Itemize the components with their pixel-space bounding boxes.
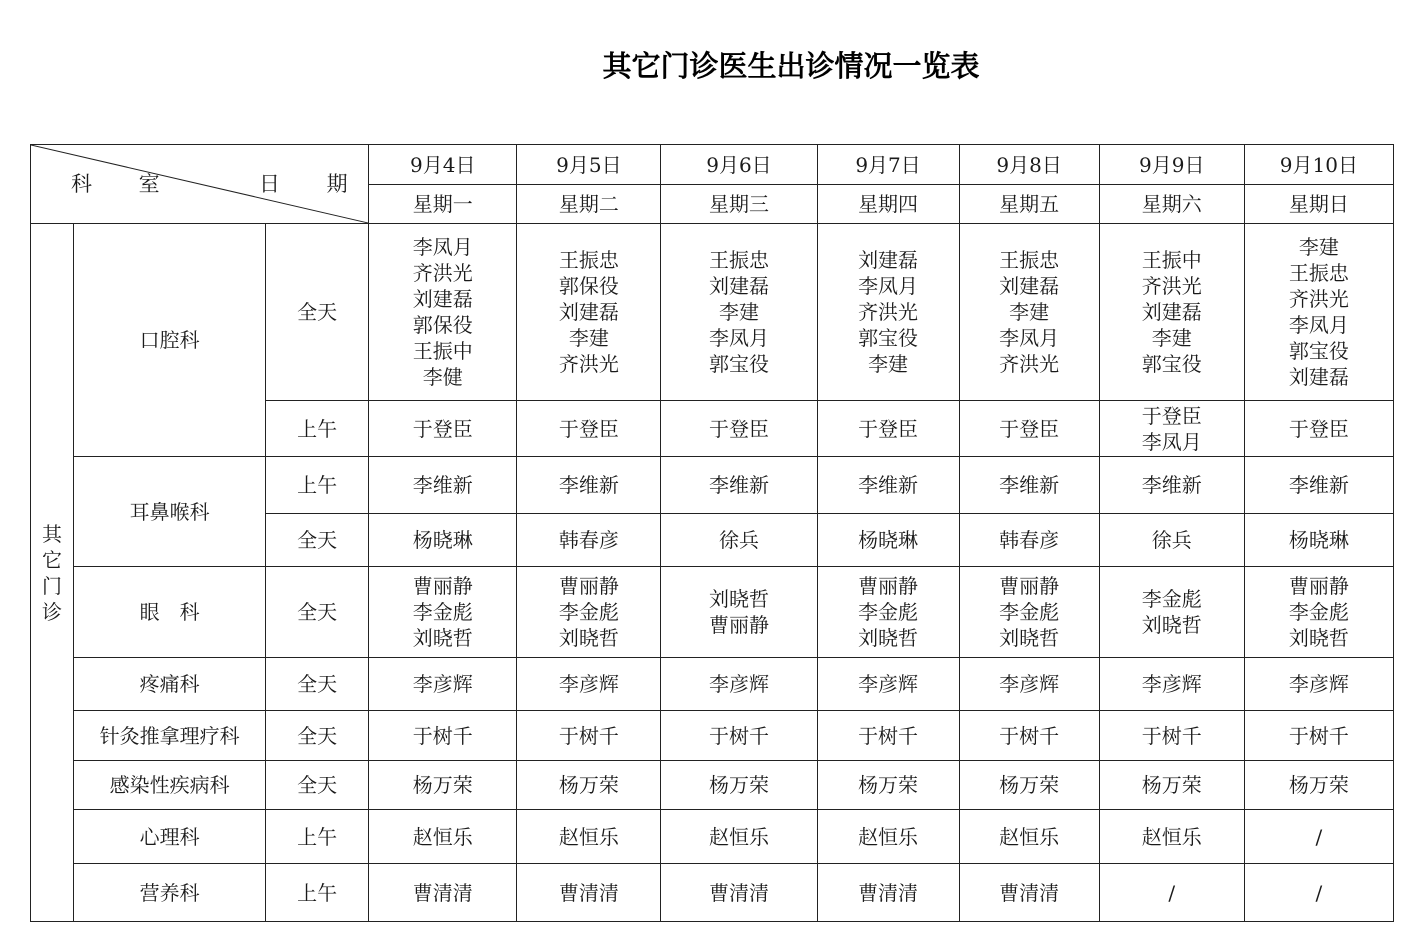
doctor-name: 郭宝役: [708, 352, 769, 376]
group-label-cell: [31, 224, 74, 922]
doctor-name: 李凤月: [1288, 313, 1349, 337]
shift-label: 全天: [266, 224, 369, 401]
doctor-name: 刘建磊: [858, 248, 919, 272]
schedule-cell: 李维新: [817, 457, 959, 514]
doctor-name: 齐洪光: [858, 300, 919, 324]
schedule-cell: 赵恒乐: [661, 810, 817, 864]
schedule-cell: [959, 224, 1099, 401]
department-name: 眼 科: [74, 567, 266, 658]
dept-axis-label: 科 室: [71, 172, 180, 196]
schedule-row: [31, 224, 1394, 401]
date-header: 9月4日: [369, 145, 517, 185]
doctor-name: 李建: [568, 326, 609, 350]
doctor-name: 曹丽静: [858, 574, 919, 598]
doctor-name: 齐洪光: [558, 352, 619, 376]
doctor-name: 刘晓哲: [999, 626, 1060, 650]
schedule-cell: [369, 401, 517, 457]
schedule-cell: [661, 401, 817, 457]
doctor-name: 曹丽静: [412, 574, 473, 598]
shift-label: 上午: [266, 810, 369, 864]
schedule-cell: 于树千: [817, 711, 959, 761]
schedule-cell: 杨万荣: [1099, 761, 1244, 810]
doctor-name: 曹丽静: [1288, 574, 1349, 598]
doctor-name: 曹丽静: [558, 574, 619, 598]
shift-label: 全天: [266, 761, 369, 810]
doctor-name: 刘建磊: [558, 300, 619, 324]
schedule-cell: [1244, 224, 1393, 401]
header-row-dates: [31, 145, 1394, 185]
schedule-cell: 李彦辉: [1244, 658, 1393, 711]
schedule-cell: 杨晓琳: [369, 514, 517, 567]
doctor-name: 李金彪: [412, 600, 473, 624]
schedule-cell: 曹清清: [369, 864, 517, 922]
doctor-name: 刘晓哲: [412, 626, 473, 650]
weekday-header: 星期日: [1244, 185, 1393, 224]
schedule-cell: [517, 224, 661, 401]
schedule-cell: 李彦辉: [1099, 658, 1244, 711]
schedule-cell: 于树千: [1244, 711, 1393, 761]
schedule-cell: 杨万荣: [817, 761, 959, 810]
schedule-cell: 李维新: [661, 457, 817, 514]
doctor-name: 刘建磊: [1288, 365, 1349, 389]
doctor-name: 刘建磊: [999, 274, 1060, 298]
schedule-cell: 杨万荣: [1244, 761, 1393, 810]
schedule-table: [30, 144, 1394, 922]
doctor-name: 李凤月: [1141, 429, 1202, 454]
doctor-name: 于登臣: [999, 416, 1060, 441]
schedule-cell: 杨晓琳: [1244, 514, 1393, 567]
doctor-name: 刘建磊: [1141, 300, 1202, 324]
schedule-cell: 李维新: [1099, 457, 1244, 514]
weekday-header: 星期二: [517, 185, 661, 224]
doctor-name: 郭保役: [412, 313, 473, 337]
schedule-cell: 赵恒乐: [1099, 810, 1244, 864]
schedule-cell: 徐兵: [1099, 514, 1244, 567]
schedule-row: [31, 567, 1394, 658]
doctor-name: 曹丽静: [999, 574, 1060, 598]
schedule-cell: 徐兵: [661, 514, 817, 567]
schedule-cell: 曹清清: [959, 864, 1099, 922]
doctor-name: 王振中: [412, 339, 473, 363]
doctor-name: 李金彪: [999, 600, 1060, 624]
doctor-name: 李金彪: [558, 600, 619, 624]
schedule-cell: 曹清清: [517, 864, 661, 922]
schedule-cell: [1244, 567, 1393, 658]
schedule-cell: [661, 567, 817, 658]
schedule-cell: 李维新: [959, 457, 1099, 514]
schedule-cell: [517, 401, 661, 457]
schedule-cell: [1099, 401, 1244, 457]
schedule-cell: /: [1099, 864, 1244, 922]
schedule-row: [31, 457, 1394, 514]
schedule-cell: 李彦辉: [369, 658, 517, 711]
schedule-cell: 于树千: [959, 711, 1099, 761]
doctor-name: 于登臣: [708, 416, 769, 441]
schedule-cell: 于树千: [1099, 711, 1244, 761]
department-name: 针灸推拿理疗科: [74, 711, 266, 761]
doctor-name: 郭宝役: [1288, 339, 1349, 363]
date-header: 9月10日: [1244, 145, 1393, 185]
doctor-name: 于登臣: [412, 416, 473, 441]
doctor-name: 李金彪: [858, 600, 919, 624]
shift-label: 全天: [266, 567, 369, 658]
doctor-name: 王振中: [1141, 248, 1202, 272]
shift-label: 上午: [266, 457, 369, 514]
doctor-name: 郭宝役: [1141, 352, 1202, 376]
schedule-cell: [817, 567, 959, 658]
date-header: 9月6日: [661, 145, 817, 185]
schedule-cell: 赵恒乐: [959, 810, 1099, 864]
diagonal-header-cell: [31, 145, 369, 224]
date-header: 9月9日: [1099, 145, 1244, 185]
schedule-cell: [1099, 224, 1244, 401]
schedule-cell: 李维新: [517, 457, 661, 514]
doctor-name: 李凤月: [858, 274, 919, 298]
doctor-name: 刘晓哲: [708, 587, 769, 611]
schedule-cell: 杨万荣: [959, 761, 1099, 810]
schedule-cell: [817, 401, 959, 457]
doctor-name: 郭宝役: [858, 326, 919, 350]
department-name: 心理科: [74, 810, 266, 864]
doctor-name: 齐洪光: [1141, 274, 1202, 298]
date-header: 9月8日: [959, 145, 1099, 185]
schedule-cell: 赵恒乐: [517, 810, 661, 864]
shift-label: 全天: [266, 514, 369, 567]
department-name: 疼痛科: [74, 658, 266, 711]
doctor-name: 刘建磊: [412, 287, 473, 311]
schedule-cell: 杨晓琳: [817, 514, 959, 567]
date-header: 9月5日: [517, 145, 661, 185]
schedule-cell: 李维新: [369, 457, 517, 514]
doctor-name: 王振忠: [708, 248, 769, 272]
schedule-cell: 李维新: [1244, 457, 1393, 514]
date-axis-label: 日 期: [259, 172, 368, 196]
schedule-row: [31, 711, 1394, 761]
schedule-cell: 曹清清: [817, 864, 959, 922]
weekday-header: 星期三: [661, 185, 817, 224]
doctor-name: 李凤月: [999, 326, 1060, 350]
doctor-name: 郭保役: [558, 274, 619, 298]
schedule-cell: [369, 567, 517, 658]
shift-label: 上午: [266, 401, 369, 457]
schedule-cell: 李彦辉: [959, 658, 1099, 711]
date-header: 9月7日: [817, 145, 959, 185]
schedule-cell: 于树千: [661, 711, 817, 761]
doctor-name: 王振忠: [999, 248, 1060, 272]
department-name: 营养科: [74, 864, 266, 922]
schedule-cell: [817, 224, 959, 401]
doctor-name: 齐洪光: [999, 352, 1060, 376]
schedule-cell: [1244, 401, 1393, 457]
doctor-name: 王振忠: [1288, 261, 1349, 285]
shift-label: 全天: [266, 711, 369, 761]
schedule-cell: 赵恒乐: [369, 810, 517, 864]
weekday-header: 星期六: [1099, 185, 1244, 224]
schedule-cell: 曹清清: [661, 864, 817, 922]
schedule-row: [31, 761, 1394, 810]
doctor-name: 齐洪光: [1288, 287, 1349, 311]
doctor-name: 于登臣: [858, 416, 919, 441]
schedule-cell: 李彦辉: [517, 658, 661, 711]
doctor-name: 李金彪: [1288, 600, 1349, 624]
schedule-cell: 韩春彦: [517, 514, 661, 567]
schedule-cell: /: [1244, 810, 1393, 864]
schedule-cell: 于树千: [517, 711, 661, 761]
schedule-cell: [661, 224, 817, 401]
schedule-row: [31, 810, 1394, 864]
doctor-name: 李建: [1009, 300, 1050, 324]
weekday-header: 星期四: [817, 185, 959, 224]
schedule-cell: 韩春彦: [959, 514, 1099, 567]
schedule-row: [31, 658, 1394, 711]
doctor-name: 李健: [422, 365, 463, 389]
department-name: 感染性疾病科: [74, 761, 266, 810]
doctor-name: 李凤月: [708, 326, 769, 350]
doctor-name: 于登臣: [558, 416, 619, 441]
shift-label: 全天: [266, 658, 369, 711]
schedule-cell: 李彦辉: [817, 658, 959, 711]
doctor-name: 李建: [1151, 326, 1192, 350]
weekday-header: 星期五: [959, 185, 1099, 224]
schedule-cell: [517, 567, 661, 658]
doctor-name: 李凤月: [412, 235, 473, 259]
shift-label: 上午: [266, 864, 369, 922]
schedule-cell: /: [1244, 864, 1393, 922]
schedule-cell: [369, 224, 517, 401]
doctor-name: 齐洪光: [412, 261, 473, 285]
doctor-name: 李建: [1298, 235, 1339, 259]
schedule-cell: [959, 567, 1099, 658]
doctor-name: 李金彪: [1141, 587, 1202, 611]
schedule-cell: [959, 401, 1099, 457]
doctor-name: 曹丽静: [708, 613, 769, 637]
schedule-cell: 杨万荣: [369, 761, 517, 810]
doctor-name: 王振忠: [558, 248, 619, 272]
department-name: 口腔科: [74, 224, 266, 457]
schedule-cell: 于树千: [369, 711, 517, 761]
doctor-name: 刘晓哲: [1141, 613, 1202, 637]
schedule-cell: 赵恒乐: [817, 810, 959, 864]
doctor-name: 刘晓哲: [558, 626, 619, 650]
schedule-cell: 李彦辉: [661, 658, 817, 711]
group-label: 其它门诊: [42, 521, 62, 624]
doctor-name: 刘建磊: [708, 274, 769, 298]
schedule-cell: 杨万荣: [661, 761, 817, 810]
doctor-name: 刘晓哲: [858, 626, 919, 650]
doctor-name: 李建: [718, 300, 759, 324]
weekday-header: 星期一: [369, 185, 517, 224]
schedule-row: [31, 864, 1394, 922]
doctor-name: 于登臣: [1141, 403, 1202, 428]
doctor-name: 李建: [868, 352, 909, 376]
schedule-cell: [1099, 567, 1244, 658]
doctor-name: 于登臣: [1288, 416, 1349, 441]
doctor-name: 刘晓哲: [1288, 626, 1349, 650]
schedule-cell: 杨万荣: [517, 761, 661, 810]
page-title: 其它门诊医生出诊情况一览表: [602, 49, 980, 83]
department-name: 耳鼻喉科: [74, 457, 266, 567]
